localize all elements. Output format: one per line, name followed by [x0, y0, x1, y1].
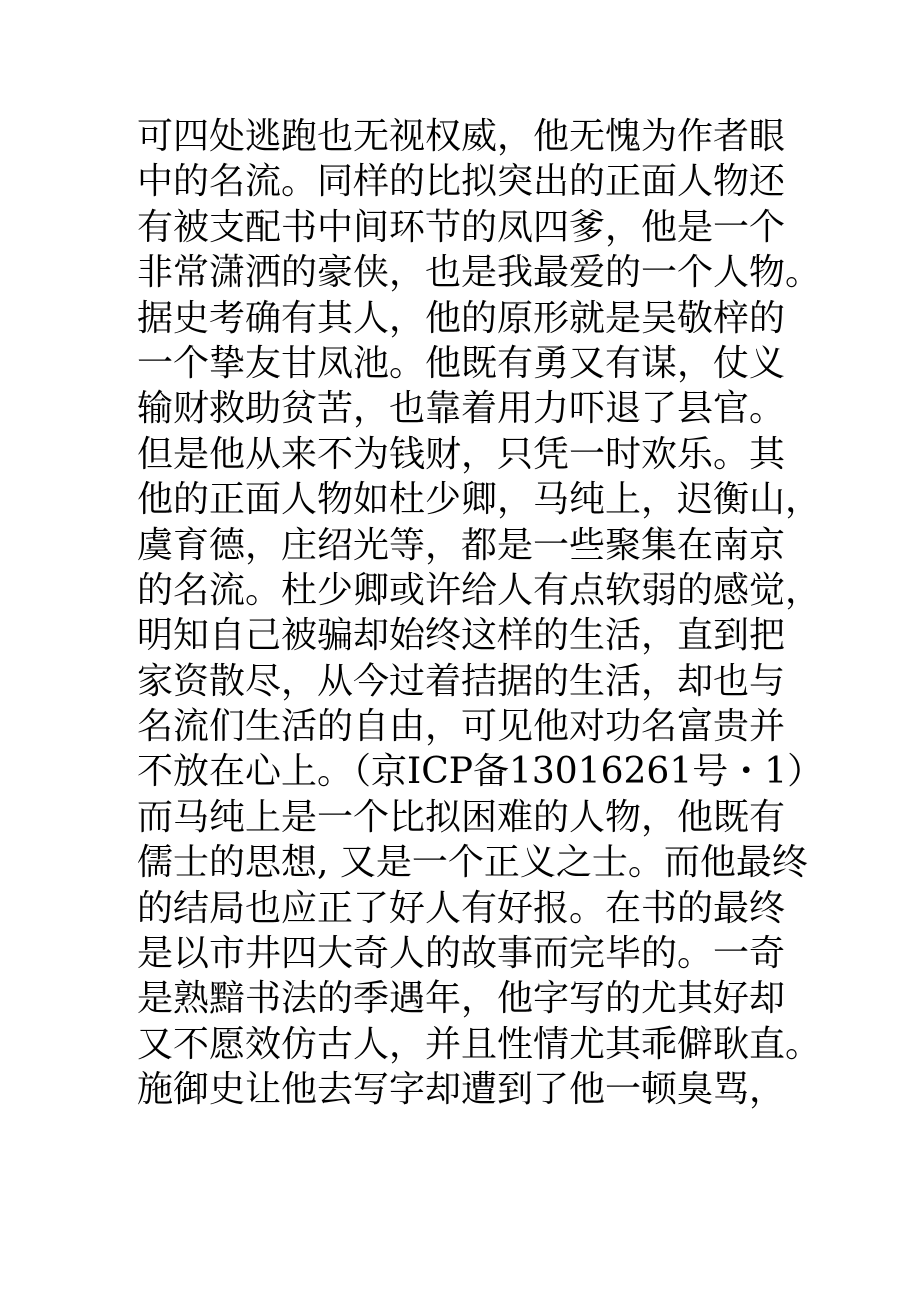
text-line: 中的名流。同样的比拟突出的正面人物还 [137, 161, 786, 203]
text-line: 但是他从来不为钱财，只凭一时欢乐。其 [137, 433, 786, 475]
text-line: 施御史让他去写字却遭到了他一顿臭骂， [137, 1069, 786, 1111]
text-line: 明知自己被骗却始终这样的生活，直到把 [137, 615, 786, 657]
text-line: 是以市井四大奇人的故事而完毕的。一奇 [137, 933, 786, 975]
text-line: 可四处逃跑也无视权威，他无愧为作者眼 [137, 116, 786, 157]
text-line: 据史考确有其人，他的原形就是吴敬梓的 [137, 297, 786, 339]
text-line: 的名流。杜少卿或许给人有点软弱的感觉， [137, 569, 822, 611]
text-line: 的结局也应正了好人有好报。在书的最终 [137, 887, 786, 929]
text-line: 输财救助贫苦，也靠着用力吓退了县官。 [137, 388, 786, 430]
text-line: 名流们生活的自由，可见他对功名富贵并 [137, 706, 786, 748]
text-line: 家资散尽，从今过着拮据的生活，却也与 [137, 660, 786, 702]
body-text [137, 114, 907, 1113]
text-line: 儒士的思想, 又是一个正义之士。而他最终 [137, 842, 808, 884]
text-line: 虞育德，庄绍光等，都是一些聚集在南京 [137, 524, 786, 566]
text-line: 不放在心上。（京ICP备13016261号・1） [137, 751, 824, 793]
text-line: 一个挚友甘凤池。他既有勇又有谋，仗义 [137, 342, 786, 384]
text-line: 又不愿效仿古人，并且性情尤其乖僻耿直。 [137, 1023, 822, 1065]
text-line: 而马纯上是一个比拟困难的人物，他既有 [137, 796, 786, 838]
text-line: 是熟黯书法的季遇年，他字写的尤其好却 [137, 978, 786, 1020]
text-line: 有被支配书中间环节的凤四爹，他是一个 [137, 206, 786, 248]
text-line: 他的正面人物如杜少卿，马纯上，迟衡山， [137, 479, 822, 521]
text-line: 非常潇洒的豪侠，也是我最爱的一个人物。 [137, 252, 822, 294]
